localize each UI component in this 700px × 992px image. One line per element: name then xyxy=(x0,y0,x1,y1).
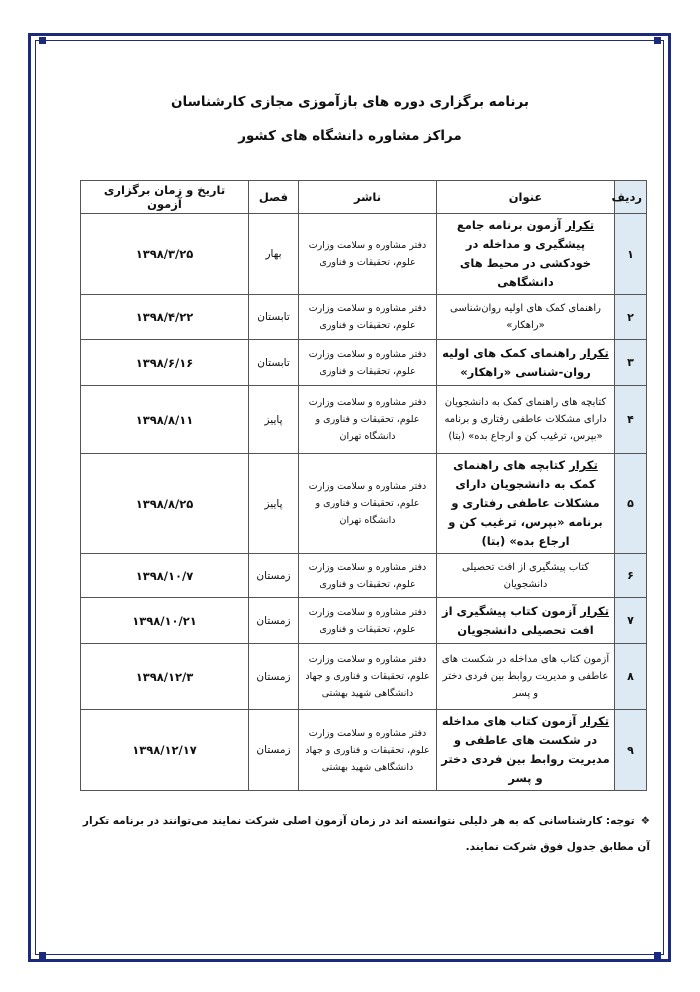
course-title-text: راهنمای کمک های اولیه روان‌شناسی «راهکار» xyxy=(450,303,601,331)
publisher-cell: دفتر مشاوره و سلامت وزارت علوم، تحقیقات و فناوری xyxy=(299,214,437,295)
season-cell: تابستان xyxy=(249,340,299,386)
footnote-text: توجه: کارشناسانی که به هر دلیلی نتوانسته اند در زمان آزمون اصلی شرکت نمایند می‌توانند در برنامه تکرار آن مطابق جدول فوق شرکت نمایند. xyxy=(82,815,650,853)
table-row xyxy=(81,214,647,295)
repeat-label: تکرار xyxy=(565,218,595,232)
row-number: ۲ xyxy=(615,295,647,340)
table-header-row xyxy=(81,181,647,214)
table-row xyxy=(81,710,647,791)
course-title-text: آزمون کتاب های مداخله در شکست های عاطفی و مدیریت روابط بین فردی دختر و پسر xyxy=(441,714,610,785)
row-number: ۱ xyxy=(615,214,647,295)
course-title-text: آزمون برنامه جامع پیشگیری و مداخله در خودکشی در محیط های دانشگاهی xyxy=(456,218,592,289)
season-cell: پاییز xyxy=(249,454,299,554)
publisher-cell: دفتر مشاوره و سلامت وزارت علوم، تحقیقات و فناوری xyxy=(299,554,437,598)
course-title xyxy=(437,340,615,386)
header-date: تاریخ و زمان برگزاری آزمون xyxy=(81,181,249,214)
exam-date-cell: ۱۳۹۸/۱۰/۲۱ xyxy=(81,598,249,644)
header-row-number: ردیف xyxy=(615,181,647,214)
page-title: برنامه برگزاری دوره های بازآموزی مجازی کارشناسان xyxy=(171,94,529,110)
course-title xyxy=(437,710,615,791)
row-number: ۹ xyxy=(615,710,647,791)
footnote xyxy=(70,808,650,860)
season-cell: زمستان xyxy=(249,644,299,710)
course-title-text: راهنمای کمک های اولیه روان-شناسی «راهکار» xyxy=(442,345,591,379)
course-title xyxy=(437,598,615,644)
exam-date-cell: ۱۳۹۸/۸/۱۱ xyxy=(81,386,249,454)
exam-date-cell: ۱۳۹۸/۳/۲۵ xyxy=(81,214,249,295)
course-title-text: کتابچه های راهنمای کمک به دانشجویان دارای مشکلات عاطفی رفتاری و برنامه «بپرس، ترغیب کن و ارجاع بده» (بتا) xyxy=(448,458,603,548)
header-publisher: ناشر xyxy=(299,181,437,214)
exam-date-cell: ۱۳۹۸/۸/۲۵ xyxy=(81,454,249,554)
table-row xyxy=(81,295,647,340)
publisher-cell: دفتر مشاوره و سلامت وزارت علوم، تحقیقات و فناوری xyxy=(299,295,437,340)
course-title xyxy=(437,554,615,598)
exam-date-cell: ۱۳۹۸/۱۲/۳ xyxy=(81,644,249,710)
exam-date-cell: ۱۳۹۸/۶/۱۶ xyxy=(81,340,249,386)
table-row xyxy=(81,598,647,644)
publisher-cell: دفتر مشاوره و سلامت وزارت علوم، تحقیقات و فناوری و دانشگاه تهران xyxy=(299,386,437,454)
course-title xyxy=(437,644,615,710)
publisher-cell: دفتر مشاوره و سلامت وزارت علوم، تحقیقات و فناوری xyxy=(299,598,437,644)
course-title xyxy=(437,386,615,454)
header-title: عنوان xyxy=(437,181,615,214)
row-number: ۶ xyxy=(615,554,647,598)
publisher-cell: دفتر مشاوره و سلامت وزارت علوم، تحقیقات و فناوری و دانشگاه تهران xyxy=(299,454,437,554)
exam-date-cell: ۱۳۹۸/۱۲/۱۷ xyxy=(81,710,249,791)
table-row xyxy=(81,340,647,386)
season-cell: زمستان xyxy=(249,710,299,791)
schedule-table xyxy=(80,180,647,791)
corner-square xyxy=(39,37,46,44)
publisher-cell: دفتر مشاوره و سلامت وزارت علوم، تحقیقات و فناوری و جهاد دانشگاهی شهید بهشتی xyxy=(299,644,437,710)
season-cell: بهار xyxy=(249,214,299,295)
publisher-cell: دفتر مشاوره و سلامت وزارت علوم، تحقیقات و فناوری xyxy=(299,340,437,386)
course-title xyxy=(437,214,615,295)
corner-square xyxy=(39,952,46,959)
publisher-cell: دفتر مشاوره و سلامت وزارت علوم، تحقیقات و فناوری و جهاد دانشگاهی شهید بهشتی xyxy=(299,710,437,791)
row-number: ۵ xyxy=(615,454,647,554)
table-row xyxy=(81,554,647,598)
corner-square xyxy=(654,952,661,959)
course-title-text: کتاب پیشگیری از افت تحصیلی دانشجویان xyxy=(461,561,590,590)
course-title xyxy=(437,454,615,554)
table-row xyxy=(81,386,647,454)
row-number: ۸ xyxy=(615,644,647,710)
page-subtitle: مراکز مشاوره دانشگاه های کشور xyxy=(238,128,462,144)
course-title-text: آزمون کتاب پیشگیری از افت تحصیلی دانشجویان xyxy=(441,603,594,637)
course-title xyxy=(437,295,615,340)
season-cell: تابستان xyxy=(249,295,299,340)
bullet-icon: ❖ xyxy=(640,815,650,827)
exam-date-cell: ۱۳۹۸/۱۰/۷ xyxy=(81,554,249,598)
table-row xyxy=(81,644,647,710)
repeat-label: تکرار xyxy=(580,345,609,360)
season-cell: زمستان xyxy=(249,598,299,644)
season-cell: زمستان xyxy=(249,554,299,598)
row-number: ۴ xyxy=(615,386,647,454)
table-row xyxy=(81,454,647,554)
exam-date-cell: ۱۳۹۸/۴/۲۲ xyxy=(81,295,249,340)
corner-square xyxy=(654,37,661,44)
season-cell: پاییز xyxy=(249,386,299,454)
course-title-text: آزمون کتاب های مداخله در شکست های عاطفی و مدیریت روابط بین فردی دختر و پسر xyxy=(441,654,610,699)
row-number: ۷ xyxy=(615,598,647,644)
header-season: فصل xyxy=(249,181,299,214)
repeat-label: تکرار xyxy=(580,714,610,728)
repeat-label: تکرار xyxy=(580,603,610,618)
row-number: ۳ xyxy=(615,340,647,386)
repeat-label: تکرار xyxy=(569,458,598,472)
course-title-text: کتابچه های راهنمای کمک به دانشجویان دارای مشکلات عاطفی رفتاری و برنامه «بپرس، ترغیب کن و ارجاع بده» (بتا) xyxy=(444,397,607,442)
